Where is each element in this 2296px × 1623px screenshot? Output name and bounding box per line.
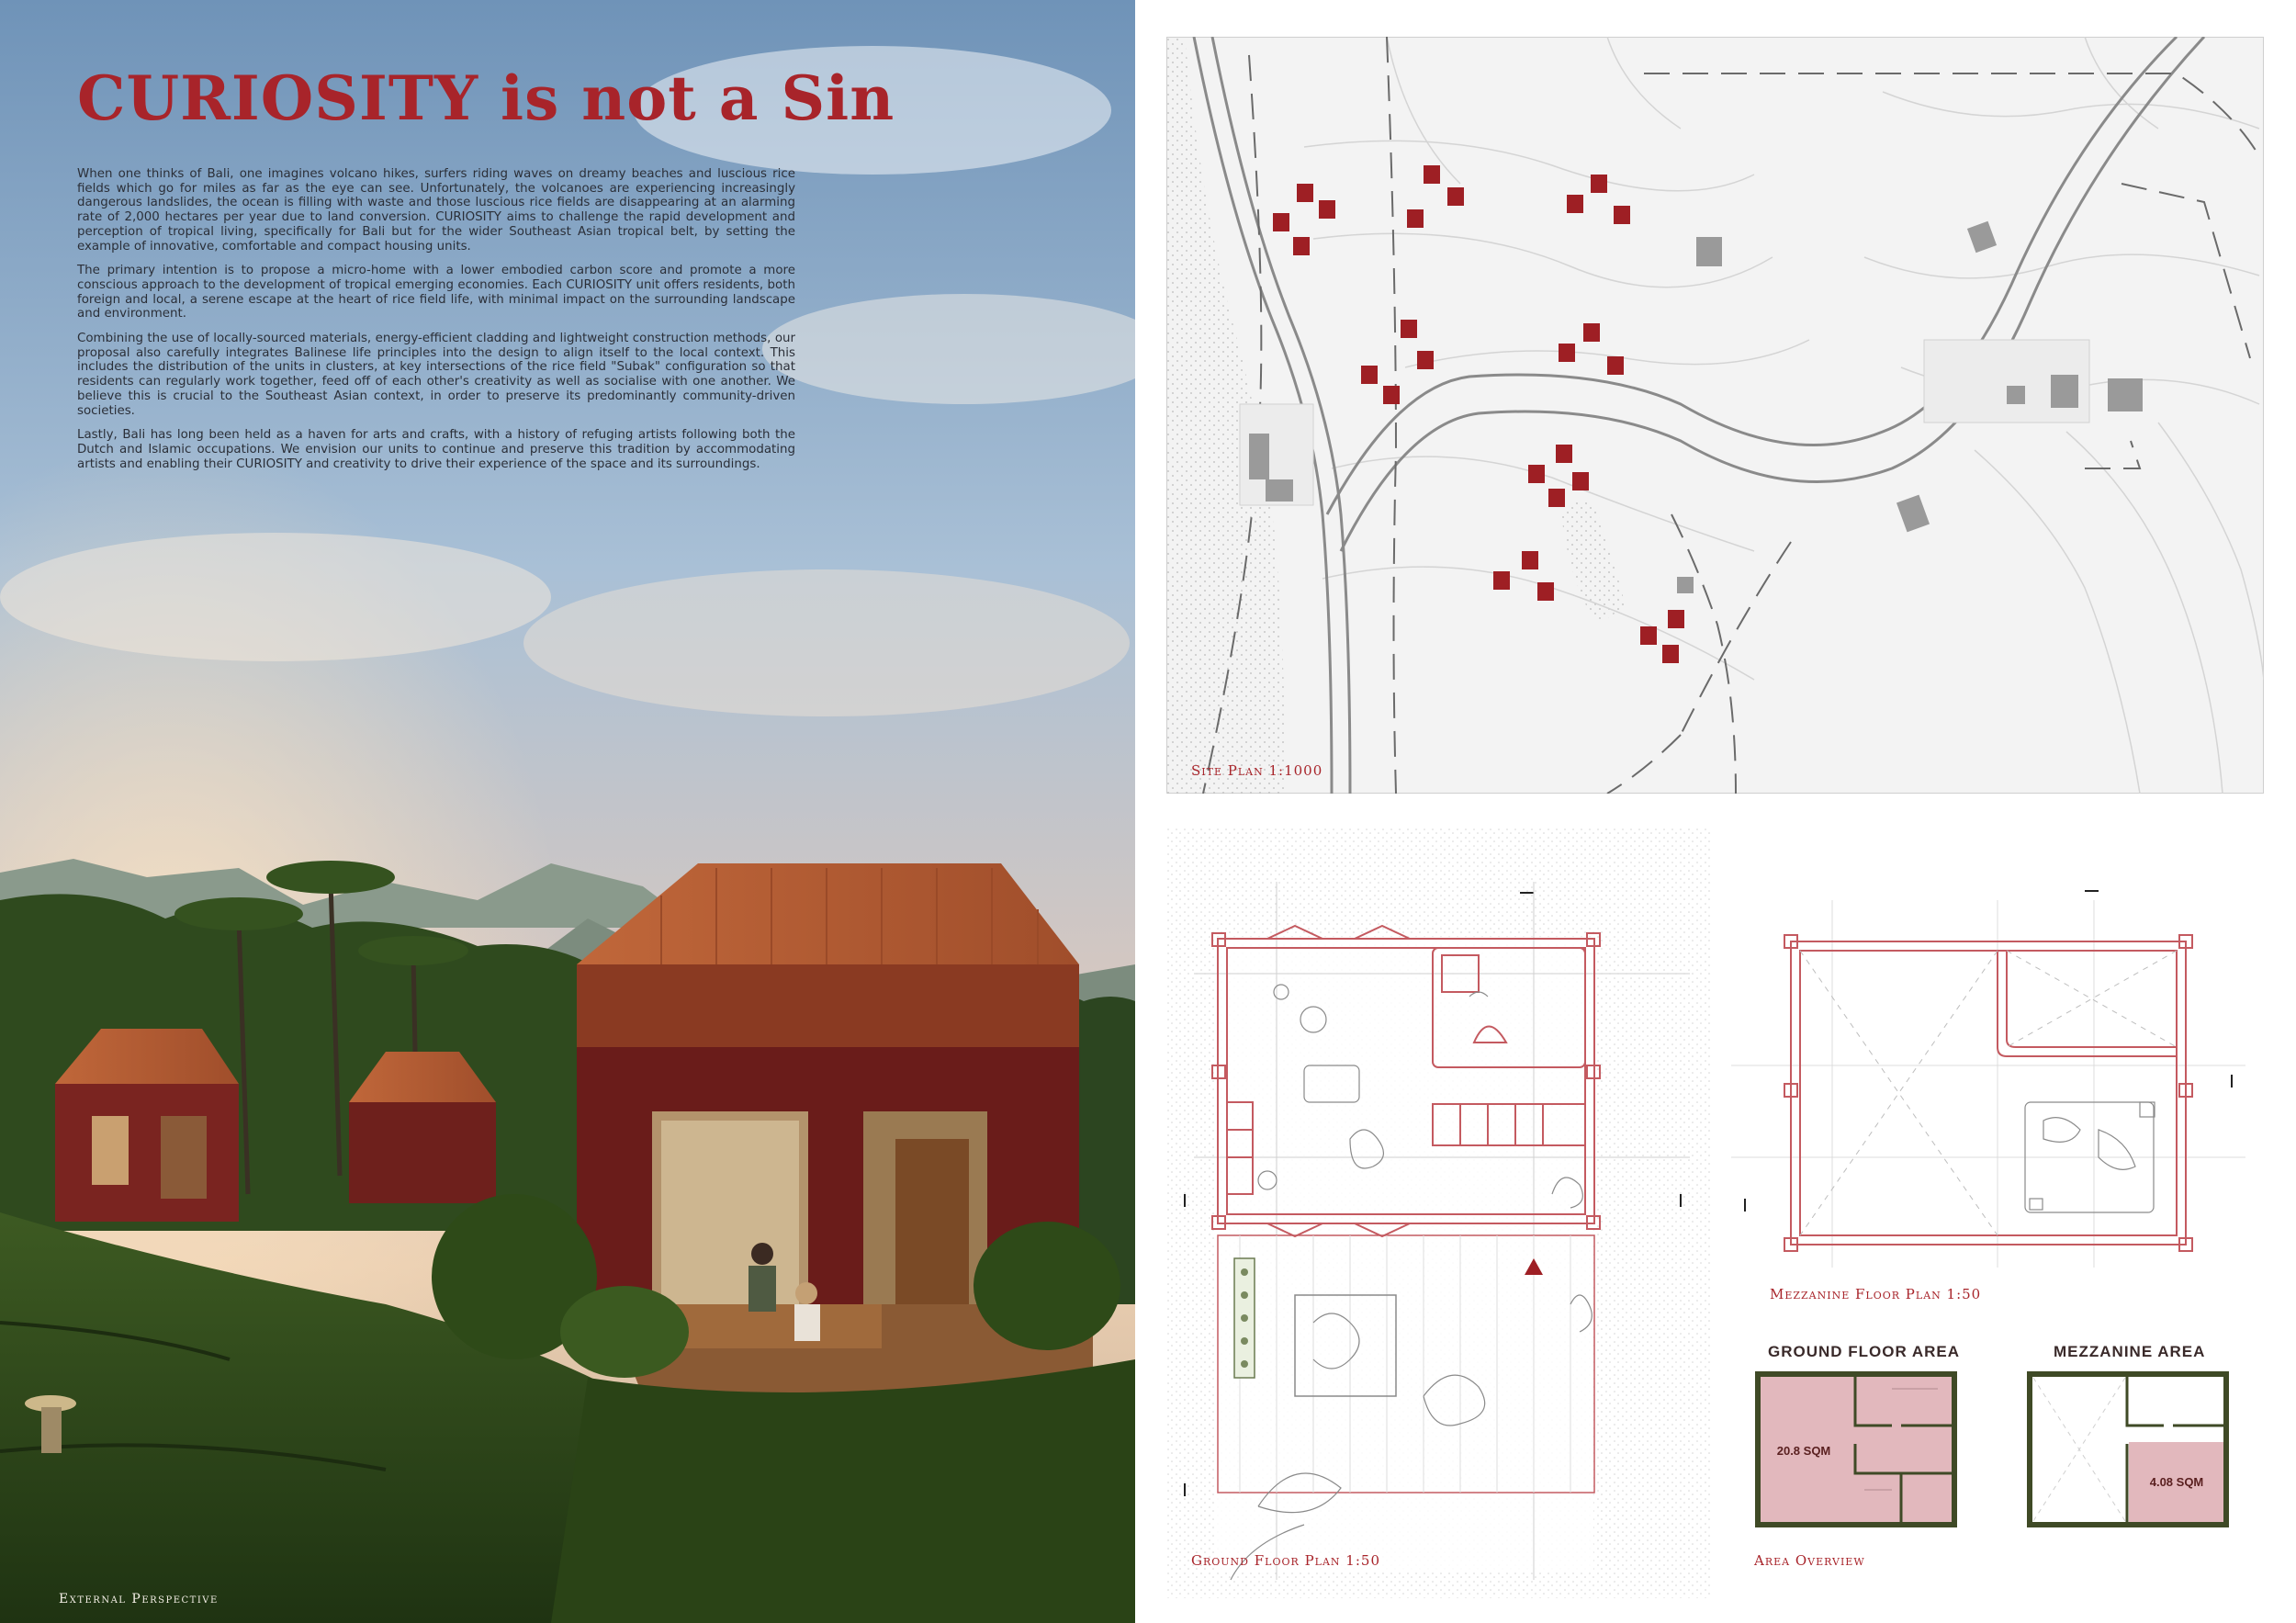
paragraph-1: When one thinks of Bali, one imagines volcano hikes, surfers riding waves on dreamy beaches and luscious rice fields which go for miles as far as the eye can see. Unfortunately, the volcanoes are experiencing increasingly dangerous landslides, the ocean is filling with waste and those luscious rice fields are disappearing at an alarming rate of 2,000 hectares per year due to land conversion. CURIOSITY aims to challenge the rapid development and perception of tropical living, specifically for Bali but for the wider Southeast Asian tropical belt, by setting the example of innovative, comfortable and compact housing units. bbox=[77, 167, 795, 254]
paragraph-3: Combining the use of locally-sourced materials, energy-efficient cladding and lightweight construction methods, our proposal also carefully integrates Balinese life principles into the design to align itself to the local context. This includes the distribution of the units in clusters, at key intersections of the rice field "Subak" configuration so that residents can regularly work together, feed off of each other's creativity as well as socialise with one another. We believe this is crucial to the Southeast Asian context, in order to preserve its predominantly community-driven societies. bbox=[77, 332, 795, 418]
ground-floor-area-title: GROUND FLOOR AREA bbox=[1768, 1343, 1961, 1360]
area-overview-caption: Area Overview bbox=[1754, 1552, 1865, 1569]
mezzanine-area-diagram bbox=[2026, 1370, 2230, 1528]
mezzanine-floor-plan bbox=[1731, 882, 2245, 1286]
external-perspective-caption: External Perspective bbox=[59, 1592, 219, 1606]
site-plan bbox=[1166, 37, 2264, 794]
ground-floor-plan-caption: Ground Floor Plan 1:50 bbox=[1191, 1552, 1380, 1569]
mezzanine-floor-plan-caption: Mezzanine Floor Plan 1:50 bbox=[1770, 1286, 1982, 1302]
ground-floor-plan bbox=[1166, 827, 1713, 1598]
page-title: CURIOSITY is not a Sin bbox=[77, 62, 895, 134]
intro-text bbox=[77, 167, 795, 481]
external-perspective-panel bbox=[0, 0, 1135, 1623]
ground-floor-area-value: 20.8 SQM bbox=[1776, 1444, 1831, 1458]
site-plan-caption: Site Plan 1:1000 bbox=[1191, 762, 1323, 779]
mezzanine-area-value: 4.08 SQM bbox=[2149, 1475, 2204, 1489]
ground-floor-area-diagram bbox=[1754, 1370, 1958, 1528]
paragraph-4: Lastly, Bali has long been held as a haven for arts and crafts, with a history of refuging artists following both the Dutch and Islamic occupations. We envision our units to continue and preserve this tradition by accommodating artists and enabling their CURIOSITY and creativity to drive their experience of the space and its surroundings. bbox=[77, 428, 795, 471]
mezzanine-area-title: MEZZANINE AREA bbox=[2054, 1343, 2206, 1360]
paragraph-2: The primary intention is to propose a micro-home with a lower embodied carbon score and promote a more conscious approach to the development of tropical emerging economies. Each CURIOSITY unit offers residents, both foreign and local, a serene escape at the heart of rice field life, with minimal impact on the surrounding landscape and environment. bbox=[77, 264, 795, 321]
